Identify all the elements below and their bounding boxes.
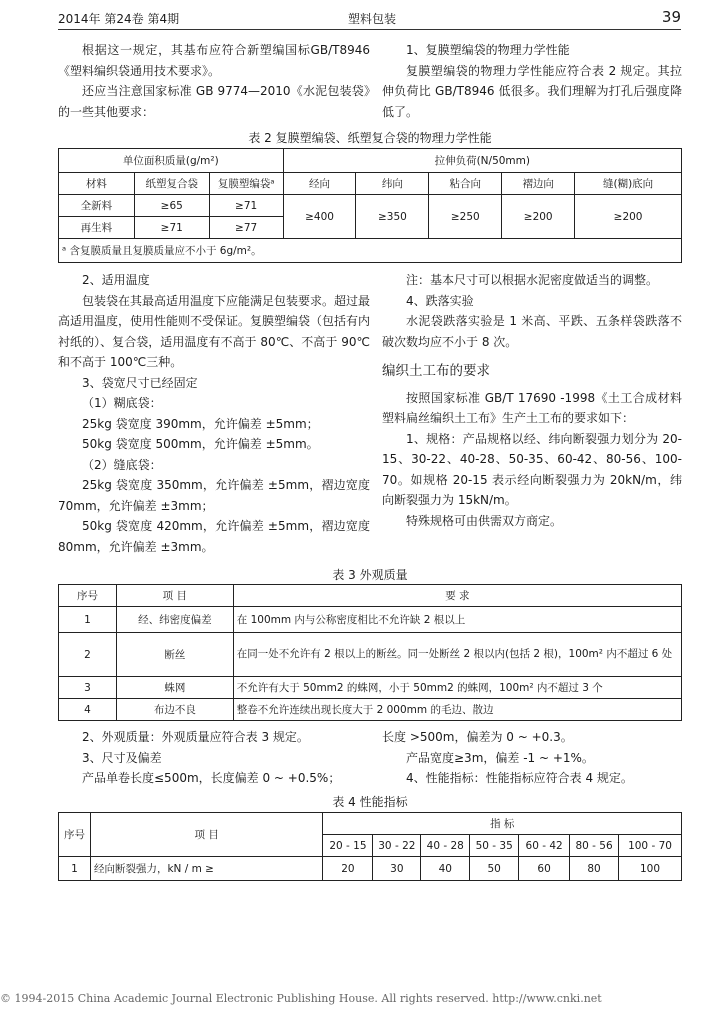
table4-cell: 100 (619, 857, 682, 881)
running-header (58, 8, 681, 30)
mid-right-column (382, 270, 682, 531)
table3-cell: 1 (59, 607, 117, 633)
paragraph: 长度 >500m，偏差为 0 ~ +0.3。 (382, 730, 573, 744)
mid-left-column (58, 270, 370, 557)
table2-header-seam: 缝(糊)底向 (575, 173, 682, 195)
table4-spec: 20 - 15 (323, 835, 373, 857)
table3-cell: 蛛网 (116, 677, 233, 699)
table4-cell: 20 (323, 857, 373, 881)
table2-cell: ≥65 (134, 195, 209, 217)
table4 (58, 812, 682, 881)
table2-header-paper: 纸塑复合袋 (134, 173, 209, 195)
table3 (58, 584, 682, 721)
top-left-column (58, 40, 370, 122)
table4-header-item: 项 目 (90, 813, 323, 857)
table2-cell: ≥200 (502, 195, 575, 239)
journal-title: 塑料包装 (348, 12, 397, 26)
table4-cell: 60 (519, 857, 570, 881)
table4-cell: 40 (421, 857, 470, 881)
table3-cell: 2 (59, 633, 117, 677)
paragraph: 1、规格：产品规格以经、纬向断裂强力划分为 20-15、30-22、40-28、50-35、60-42、80-56、100-70。如规格 20-15 表示经向断裂强力为 20kN/m，纬向断裂强力为 15kN/m。 (382, 431, 682, 507)
paragraph: 4、性能指标：性能指标应符合表 4 规定。 (406, 771, 633, 785)
table4-spec: 30 - 22 (373, 835, 421, 857)
section-heading: 3、袋宽尺寸已经固定 (82, 375, 198, 390)
table2-header-bond: 粘合向 (429, 173, 502, 195)
section-heading: 3、尺寸及偏差 (82, 750, 162, 765)
section-heading: 4、跌落实验 (406, 293, 474, 308)
table3-cell: 断丝 (116, 633, 233, 677)
table4-spec: 80 - 56 (570, 835, 619, 857)
table2-header-weft: 纬向 (356, 173, 429, 195)
table2-header-warp: 经向 (283, 173, 356, 195)
paragraph: 产品宽度≥3m，偏差 -1 ~ +1%。 (406, 750, 594, 765)
table2-cell: ≥250 (429, 195, 502, 239)
table3-cell: 经、纬密度偏差 (116, 607, 233, 633)
table2-cell: ≥71 (209, 195, 283, 217)
table3-cell: 不允许有大于 50mm2 的蛛网，小于 50mm2 的蛛网，100m² 内不超过 3 个 (233, 677, 681, 699)
table3-header: 要 求 (233, 585, 681, 607)
paragraph: 根据这一规定，其基布应符合新塑编国标GB/T8946《塑料编织袋通用技术要求》。 (58, 43, 370, 78)
table2-cell: ≥71 (134, 217, 209, 239)
table2-cell: ≥350 (356, 195, 429, 239)
table3-header: 序号 (59, 585, 117, 607)
bottom-right-column (382, 727, 682, 789)
top-right-column (382, 40, 682, 122)
section-title: 编织土工布的要求 (382, 363, 490, 379)
table3-cell: 在 100mm 内与公称密度相比不允许缺 2 根以上 (233, 607, 681, 633)
table2-header-fold: 褶边向 (502, 173, 575, 195)
table2-cell: ≥200 (575, 195, 682, 239)
table2-cell: ≥400 (283, 195, 356, 239)
table4-spec: 100 - 70 (619, 835, 682, 857)
journal-issue: 2014年 第24卷 第4期 (58, 12, 180, 26)
sub-heading: （1）糊底袋： (82, 396, 162, 410)
table3-cell: 整卷不允许连续出现长度大于 2 000mm 的毛边、散边 (233, 699, 681, 721)
table3-cell: 在同一处不允许有 2 根以上的断丝。同一处断丝 2 根以内(包括 2 根)，100m² 内不超过 6 处 (233, 633, 681, 677)
table2-cell: 全新料 (59, 195, 135, 217)
note: 注：基本尺寸可以根据水泥密度做适当的调整。 (406, 273, 659, 287)
paragraph: 25kg 袋宽度 390mm，允许偏差 ±5mm； (82, 416, 319, 431)
table4-cell: 50 (470, 857, 519, 881)
table4-cell: 30 (373, 857, 421, 881)
table4-cell: 经向断裂强力，kN / m ≥ (90, 857, 323, 881)
table4-spec: 50 - 35 (470, 835, 519, 857)
table2 (58, 148, 682, 263)
paragraph: 包装袋在其最高适用温度下应能满足包装要求。超过最高适用温度，使用性能则不受保证。复膜塑编袋（包括有内衬纸的）、复合袋，适用温度有不高于 80℃、不高于 90℃和不高于 100℃三种。 (58, 293, 371, 369)
table3-cell: 4 (59, 699, 117, 721)
paragraph: 按照国家标准 GB/T 17690 -1998《土工合成材料塑料扁丝编织土工布》生产土工布的要求如下： (382, 390, 682, 425)
paragraph: 25kg 袋宽度 350mm，允许偏差 ±5mm，褶边宽度 70mm，允许偏差 ±3mm； (58, 478, 370, 513)
paragraph: 水泥袋跌落实验是 1 米高、平跌、五条样袋跌落不破次数均应不小于 8 次。 (382, 314, 682, 349)
paragraph: 还应当注意国家标准 GB 9774—2010《水泥包装袋》的一些其他要求： (58, 84, 370, 119)
table4-cell: 1 (59, 857, 91, 881)
section-heading: 1、复膜塑编袋的物理力学性能 (406, 43, 570, 57)
table2-header-mass: 单位面积质量(g/m²) (59, 149, 284, 173)
paragraph: 50kg 袋宽度 500mm，允许偏差 ±5mm。 (82, 437, 319, 451)
bottom-left-column (58, 727, 370, 789)
table3-header: 项 目 (116, 585, 233, 607)
table3-cell: 布边不良 (116, 699, 233, 721)
table2-header-tensile: 拉伸负荷(N/50mm) (283, 149, 681, 173)
table4-spec: 60 - 42 (519, 835, 570, 857)
table2-header-material: 材料 (59, 173, 135, 195)
table4-spec: 40 - 28 (421, 835, 470, 857)
table4-caption: 表 4 性能指标 (332, 795, 408, 809)
table4-header-index: 指 标 (323, 813, 682, 835)
paragraph: 复膜塑编袋的物理力学性能应符合表 2 规定。其拉伸负荷比 GB/T8946 低很多。我们理解为打孔后强度降低了。 (382, 63, 682, 119)
table2-cell: 再生料 (59, 217, 135, 239)
copyright-footer: © 1994-2015 China Academic Journal Electronic Publishing House. All rights reserved. http://www.cnki.net (0, 992, 602, 1005)
paragraph: 50kg 袋宽度 420mm，允许偏差 ±5mm，褶边宽度 80mm，允许偏差 ±3mm。 (58, 519, 370, 554)
paragraph: 产品单卷长度≤500m，长度偏差 0 ~ +0.5%； (82, 771, 341, 785)
table4-header-no: 序号 (59, 813, 91, 857)
table2-note: ᵃ 含复膜质量且复膜质量应不小于 6g/m²。 (59, 239, 682, 263)
table4-cell: 80 (570, 857, 619, 881)
paragraph: 特殊规格可由供需双方商定。 (406, 513, 563, 528)
paragraph: 2、外观质量：外观质量应符合表 3 规定。 (82, 730, 309, 744)
section-heading: 2、适用温度 (82, 273, 150, 287)
page-number: 39 (661, 8, 681, 26)
table2-caption: 表 2 复膜塑编袋、纸塑复合袋的物理力学性能 (248, 131, 492, 145)
table2-cell: ≥77 (209, 217, 283, 239)
sub-heading: （2）缝底袋： (82, 457, 162, 472)
table3-caption: 表 3 外观质量 (332, 568, 408, 582)
table2-header-film: 复膜塑编袋ᵃ (209, 173, 283, 195)
table3-cell: 3 (59, 677, 117, 699)
